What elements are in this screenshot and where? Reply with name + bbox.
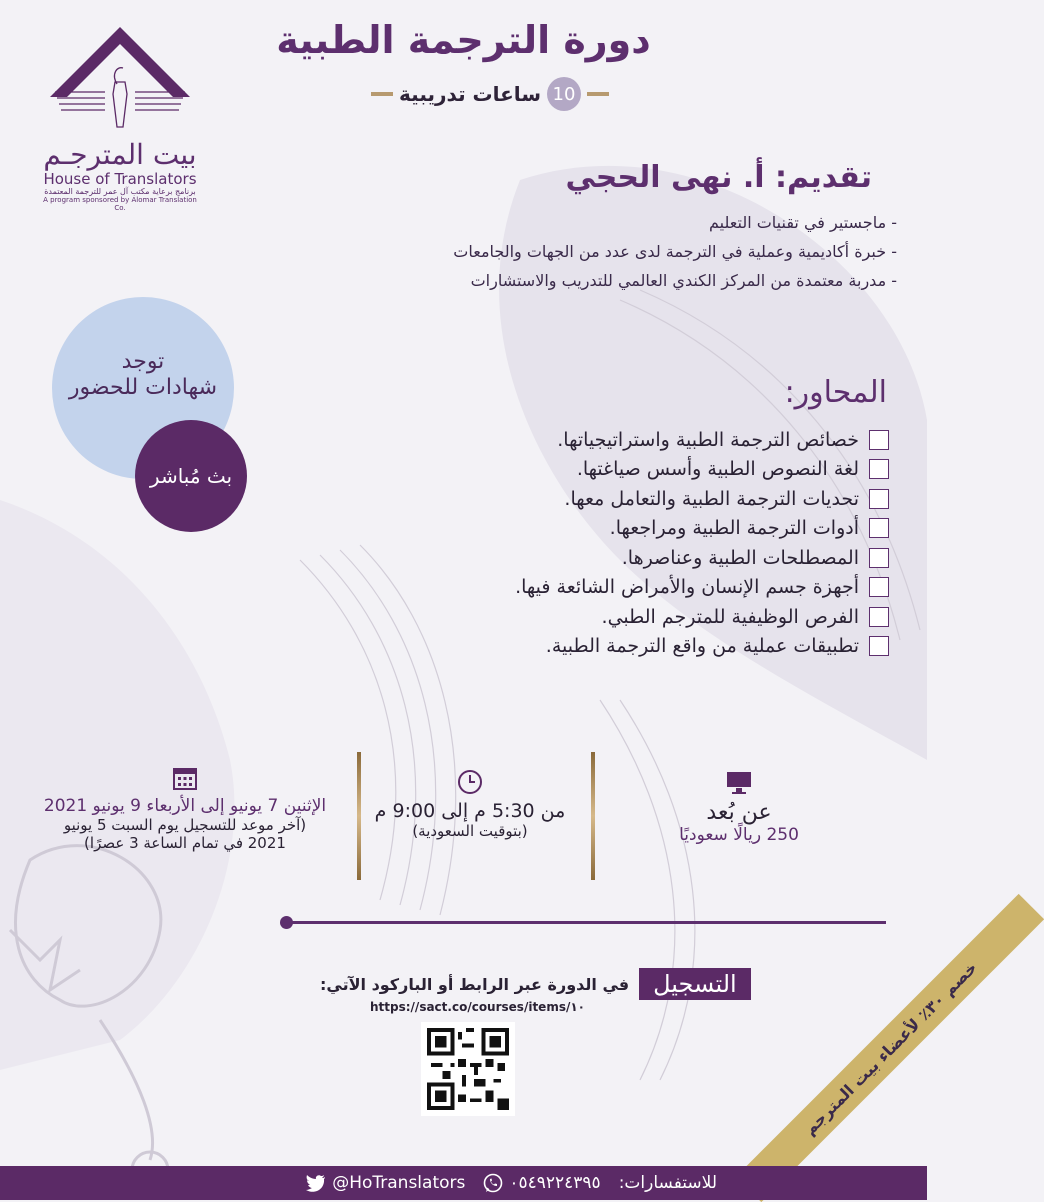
monitor-icon [725,770,753,796]
footer [0,1166,927,1200]
qr-code[interactable] [421,1022,515,1116]
live-stream-circle: بث مُباشر [135,420,247,532]
info-divider [591,752,595,880]
discount-ribbon: خصم ٣٠٪ لأعضاء بيت المترجم [736,894,1044,1202]
topic-item: خصائص الترجمة الطبية واستراتيجياتها. [515,425,889,455]
certificate-line1: توجد [121,349,165,374]
qr-code-icon [427,1028,509,1110]
twitter-handle: @HoTranslators [332,1173,466,1193]
divider-decoration [587,92,609,96]
twitter-contact[interactable] [306,1173,465,1193]
logo-sponsor-en: A program sponsored by Alomar Translation Co. [43,196,197,212]
dates-info [40,764,330,852]
registration [320,968,751,1000]
whatsapp-icon [483,1173,503,1193]
checkbox-icon [869,489,889,509]
topics-list [515,425,889,661]
twitter-icon [306,1175,326,1191]
topics-title: المحاور: [784,375,887,410]
qualifications-list [453,208,897,295]
checkbox-icon [869,577,889,597]
phone-contact[interactable] [483,1173,600,1193]
presenter-name: تقديم: أ. نهى الحجي [565,160,872,195]
delivery-info [669,770,809,845]
section-divider [286,921,886,924]
hours-label: ساعات تدريبية [399,82,541,106]
section-divider-dot [280,916,293,929]
logo [40,22,200,217]
certificate-line2: شهادات للحضور [68,375,218,400]
checkbox-icon [869,548,889,568]
inquiries-label: للاستفسارات: [618,1173,717,1193]
topic-item: تطبيقات عملية من واقع الترجمة الطبية. [515,632,889,662]
time-zone: (بتوقيت السعودية) [412,822,528,840]
qualification-item: - مدربة معتمدة من المركز الكندي العالمي للتدريب والاستشارات [470,271,897,290]
topic-item: تحديات الترجمة الطبية والتعامل معها. [515,484,889,514]
checkbox-icon [869,430,889,450]
topic-item: لغة النصوص الطبية وأسس صياغتها. [515,455,889,485]
checkbox-icon [869,459,889,479]
registration-link[interactable]: https://sact.co/courses/items/١٠ [370,1000,585,1014]
checkbox-icon [869,607,889,627]
topic-item: أجهزة جسم الإنسان والأمراض الشائعة فيها. [515,573,889,603]
topic-item: الفرص الوظيفية للمترجم الطبي. [515,602,889,632]
logo-name-en: House of Translators [43,170,197,188]
topic-item: المصطلحات الطبية وعناصرها. [515,543,889,573]
deadline-line1: (آخر موعد للتسجيل يوم السبت 5 يونيو [63,816,307,834]
time-range: من 5:30 م إلى 9:00 م [374,800,566,822]
calendar-icon [171,764,199,792]
qualification-item: - خبرة أكاديمية وعملية في الترجمة لدى عدد من الجهات والجامعات [453,242,897,261]
page-title: دورة الترجمة الطبية [276,18,651,62]
course-price: 250 ريالًا سعوديًا [679,825,799,845]
divider-decoration [371,92,393,96]
delivery-mode: عن بُعد [706,800,772,825]
registration-text: في الدورة عبر الرابط أو الباركود الآتي: [320,974,630,994]
info-divider [357,752,361,880]
eagle-logo-icon [45,22,195,132]
phone-number: ٠٥٤٩٢٢٤٣٩٥ [509,1173,601,1193]
time-info [370,768,570,840]
hours-number: 10 [547,77,581,111]
training-hours [360,76,620,112]
dates-range: الإثنين 7 يونيو إلى الأربعاء 9 يونيو 2021 [43,796,327,816]
checkbox-icon [869,518,889,538]
checkbox-icon [869,636,889,656]
registration-badge: التسجيل [639,968,751,1000]
qualification-item: - ماجستير في تقنيات التعليم [709,213,897,232]
topic-item: أدوات الترجمة الطبية ومراجعها. [515,514,889,544]
deadline-line2: 2021 في تمام الساعة 3 عصرًا) [84,834,286,852]
logo-name-ar: بيت المترجـم [43,138,197,171]
clock-icon [456,768,484,796]
logo-sponsor-ar: برنامج برعاية مكتب آل عمر للترجمة المعتمدة [44,187,196,196]
